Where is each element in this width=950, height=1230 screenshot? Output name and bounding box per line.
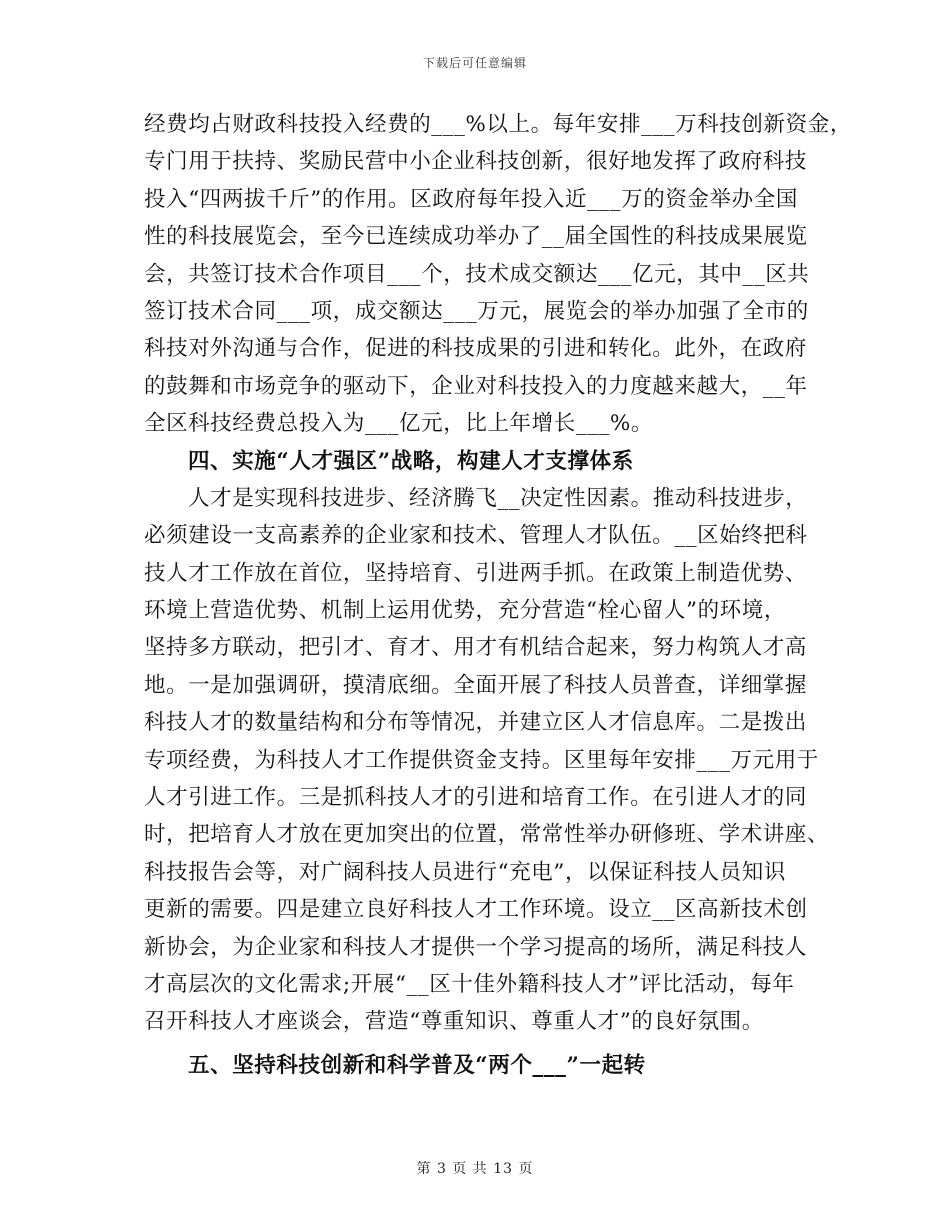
text-line: 投入“四两拔千斤”的作用。区政府每年投入近___万的资金举办全国 <box>144 186 798 212</box>
text-line: 人才是实现科技进步、经济腾飞__决定性因素。推动科技进步， <box>188 485 808 511</box>
text-line: 人才引进工作。三是抓科技人才的引进和培育工作。在引进人才的同 <box>144 785 808 811</box>
document-body <box>144 106 852 1084</box>
text-line: 才高层次的文化需求;开展“__区十佳外籍科技人才”评比活动，每年 <box>144 971 795 997</box>
text-line: 科技人才的数量结构和分布等情况，并建立区人才信息库。二是拨出 <box>144 710 808 736</box>
text-line: 全区科技经费总投入为___亿元，比上年增长___%。 <box>144 411 654 437</box>
text-line: 经费均占财政科技投入经费的___%以上。每年安排___万科技创新资金， <box>144 112 852 137</box>
text-line: 时，把培育人才放在更加突出的位置，常常性举办研修班、学术讲座、 <box>144 822 830 848</box>
text-line: 新协会，为企业家和科技人才提供一个学习提高的场所，满足科技人 <box>144 934 808 960</box>
text-line: 必须建设一支高素养的企业家和技术、管理人才队伍。__区始终把科 <box>144 523 808 549</box>
text-line: 环境上营造优势、机制上运用优势，充分营造“栓心留人”的环境， <box>144 598 786 624</box>
page-footer: 第 3 页 共 13 页 <box>416 1161 534 1177</box>
text-line: 专项经费，为科技人才工作提供资金支持。区里每年安排___万元用于 <box>144 747 819 773</box>
text-line: 坚持多方联动，把引才、育才、用才有机结合起来，努力构筑人才高 <box>144 635 808 661</box>
page-header: 下载后可任意编辑 <box>422 56 527 70</box>
section-4-paragraph <box>144 480 830 1041</box>
paragraph-continuation <box>144 106 852 443</box>
text-line: 科技报告会等，对广阔科技人员进行“充电”，以保证科技人员知识 <box>144 859 786 885</box>
text-line: 签订技术合同___项，成交额达___万元，展览会的举办加强了全市的 <box>144 298 809 324</box>
text-line: 性的科技展览会，至今已连续成功举办了__届全国性的科技成果展览 <box>144 224 808 250</box>
text-line: 更新的需要。四是建立良好科技人才工作环境。设立__区高新技术创 <box>144 897 808 923</box>
text-line: 科技对外沟通与合作，促进的科技成果的引进和转化。此外，在政府 <box>144 336 808 362</box>
text-line: 会，共签订技术合作项目___个，技术成交额达___亿元，其中__区共 <box>144 261 810 287</box>
section-5-heading: 五、坚持科技创新和科学普及“两个___”一起转 <box>188 1052 646 1078</box>
text-line: 召开科技人才座谈会，营造“尊重知识、尊重人才”的良好氛围。 <box>144 1009 764 1035</box>
section-4-heading: 四、实施“人才强区”战略，构建人才支撑体系 <box>188 448 634 474</box>
text-line: 专门用于扶持、奖励民营中小企业科技创新，很好地发挥了政府科技 <box>144 149 808 175</box>
text-line: 地。一是加强调研，摸清底细。全面开展了科技人员普查，详细掌握 <box>144 672 808 698</box>
text-line: 的鼓舞和市场竞争的驱动下，企业对科技投入的力度越来越大，__年 <box>144 373 808 399</box>
text-line: 技人才工作放在首位，坚持培育、引进两手抓。在政策上制造优势、 <box>144 560 808 586</box>
